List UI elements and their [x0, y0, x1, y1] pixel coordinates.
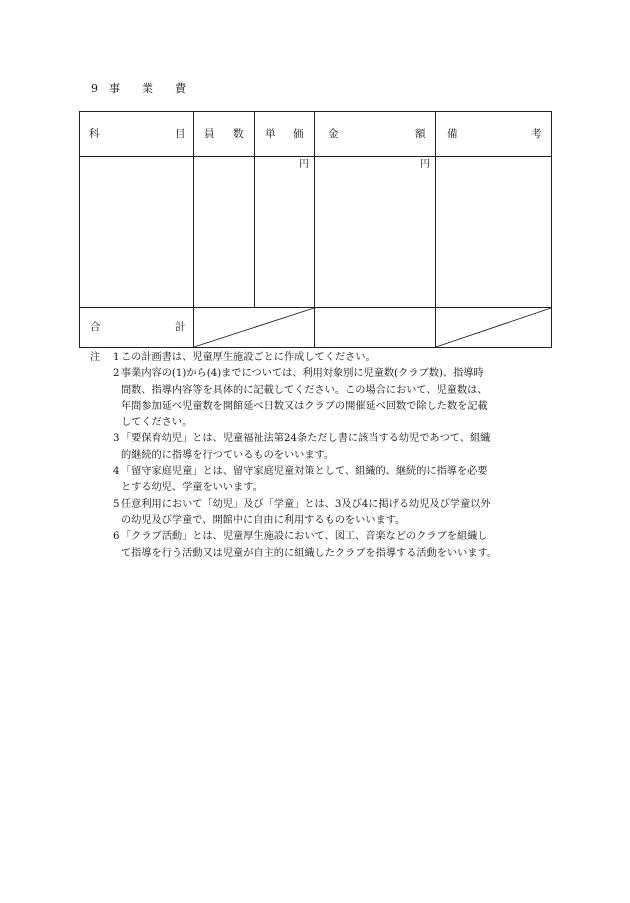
note-number: 1 [113, 352, 120, 363]
diagonal-remarks [436, 308, 551, 347]
note-item [79, 366, 599, 431]
note-text: 「要保育幼児」とは、児童福祉法第24条ただし書に該当する幼児であつて、組織 [121, 433, 491, 445]
note-item [79, 497, 599, 530]
note-text: 間数、指導内容等を具体的に記載してください。この場合において、児童数は、 [121, 384, 488, 396]
notes-section [79, 350, 599, 562]
note-text: の幼児及び学童で、開館中に自由に利用するものをいいます。 [121, 514, 406, 526]
note-number: 2 [113, 368, 120, 380]
section-title: 9 事 業 費 [91, 82, 186, 95]
header-remarks-left: 備 [447, 128, 458, 140]
header-unitprice-right: 価 [293, 128, 304, 140]
note-number: 5 [113, 498, 120, 510]
diagonal-staff-price [194, 308, 314, 347]
note-text: て指導を行う活動又は児童が自主的に組織したクラブを指導する活動をいいます。 [121, 547, 498, 559]
total-label-right: 計 [175, 321, 186, 333]
note-item [79, 431, 599, 464]
header-remarks-right: 考 [531, 128, 542, 140]
unit-yen-price: 円 [299, 159, 309, 170]
note-text: 年間参加延べ児童数を開館延べ日数又はクラブの開催延べ回数で除した数を記載 [121, 400, 488, 412]
header-staff-left: 員 [204, 128, 215, 140]
note-item [79, 464, 599, 497]
note-text: この計画書は、児童厚生施設ごとに作成してください。 [121, 352, 376, 363]
note-item [79, 350, 599, 366]
note-text: 「クラブ活動」とは、児童厚生施設において、図工、音楽などのクラブを組織し [121, 531, 488, 543]
note-text: 的継続的に指導を行つているものをいいます。 [121, 449, 335, 461]
total-label-left: 合 [90, 321, 101, 333]
note-text: 「留守家庭児童」とは、留守家庭児童対策として、組織的、継続的に指導を必要 [121, 466, 488, 478]
note-text: 事業内容の(1)から(4)までについては、利用対象別に児童数(クラブ数)、指導時 [121, 368, 484, 380]
table-border [80, 112, 552, 348]
note-item [79, 529, 599, 562]
unit-yen-amount: 円 [420, 159, 430, 170]
header-unitprice-left: 単 [265, 128, 276, 140]
expense-table [79, 111, 552, 348]
note-text: とする幼児、学童をいいます。 [121, 482, 263, 494]
header-amount-left: 金 [328, 128, 339, 140]
header-staff-right: 数 [233, 128, 244, 140]
table-grid [79, 111, 552, 348]
notes-label: 注 [90, 352, 101, 363]
header-amount-right: 額 [415, 128, 426, 140]
header-subject-right: 目 [175, 128, 186, 140]
note-number: 3 [113, 433, 120, 445]
note-text: してください。 [121, 417, 193, 429]
note-number: 6 [113, 531, 120, 543]
note-text: 任意利用において「幼児」及び「学童」とは、3及び4に掲げる幼児及び学童以外 [121, 498, 491, 510]
note-number: 4 [113, 466, 120, 478]
header-subject-left: 科 [89, 128, 100, 140]
